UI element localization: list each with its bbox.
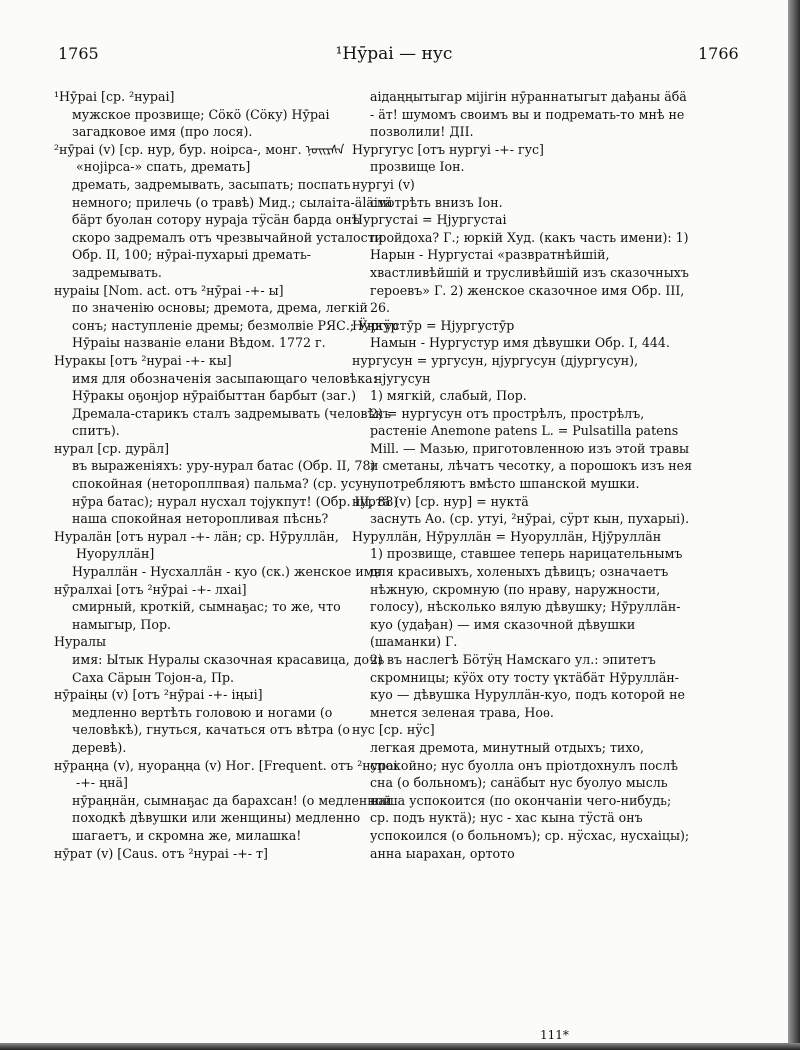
entry-headword: нус [ср. нӱс] bbox=[352, 722, 435, 738]
entry-headword: Нургугус [отъ нургуі -+- гус] bbox=[352, 141, 544, 157]
entry-definition: Намын - Нургустур имя дѣвушки Обр. I, 444. bbox=[370, 335, 670, 351]
page-bottom-shadow bbox=[0, 1043, 800, 1050]
entry-definition: нӯраңнäн, сымнаҕас да барахсан! (о медленной походкѣ дѣвушки или женщины) медленно шагаетъ, и скромна же, милашка! bbox=[72, 792, 392, 843]
entry-headword: нургусун = ургусун, нјургусун (дјургусун), нјугусун bbox=[352, 352, 639, 386]
entry-definition: имя: Ытык Нуралы сказочная красавица, дочь Саха Сӓрын Тојон-а, Пр. bbox=[72, 652, 385, 685]
entry-definition: медленно вертѣть головою и ногами (о человѣкѣ), гнуться, качаться отъ вѣтра (о деревѣ). bbox=[72, 704, 350, 755]
page-header bbox=[0, 40, 788, 64]
entry-headword: нуртӓ (v) [ср. нур] = нуктӓ bbox=[352, 493, 529, 509]
entry-definition: легкая дремота, минутный отдыхъ; тихо, спокойно; нус буолла онъ пріотдохнулъ послѣ сна (о больномъ); санäбыт нус буолуо мысль наша успокоится (по окончаніи чего-нибудь; ср. подъ нуктӓ); нус - хас кына тӱстӓ онъ успокоился (о больномъ); ср. нӱсхас, нусхаіцы); анна ыарахан, ортото bbox=[370, 739, 690, 861]
entry-headword: Нургустӯр = Нјургустӯр bbox=[352, 317, 515, 333]
entry-headword: Нуралäн [отъ нурал -+- лäн; ср. Нӯруллäн, Нуоруллäн] bbox=[54, 528, 339, 562]
entry-headword: Нуруллäн, Нӯруллäн = Нуоруллäн, Нјӯруллäн bbox=[352, 528, 662, 544]
entry-definition: дремать, задремывать, засыпать; поспать немного; прилечь (о травѣ) Мид.; сылаіта-äläітä бäрт буолан сотору нураја тӱсäн барда онъ скоро задремалъ отъ чрезвычайной усталости Обр. II, 100; нӯраі-пухарыі дремать-задремывать. bbox=[72, 176, 393, 280]
entry-definition: мужское прозвище; Сӧкӧ (Сӧку) Нӯраі загадковое имя (про лося). bbox=[72, 106, 330, 140]
entry-definition: въ выраженіяхъ: уру-нурал батас (Обр. II, 78) спокойная (нетороплпвая) пальма? (ср. усун нӯра батас); нурал нусхал тојукпут! (Обр. III, 88) наша спокойная неторопливая пѣснь? bbox=[72, 458, 399, 527]
entry-definition: смирный, кроткій, сымнаҕас; то же, что намыгыр, Пор. bbox=[72, 599, 341, 632]
entry-headword: нӯраіңы (v) [отъ ²нӯраі -+- іңыі] bbox=[54, 687, 263, 703]
entry-headword: Нургустаі = Нјургустаі bbox=[352, 212, 507, 228]
running-title: ¹Нӯраі — нус bbox=[335, 44, 453, 64]
right-column bbox=[352, 88, 694, 862]
entry-headword: Нуракы [отъ ²нураі -+- кы] bbox=[54, 352, 232, 368]
entry-definition: имя для обозначенія засыпающаго человѣка: Нӯракы оҕонјор нӯраібыттан барбыт (заг.) Дремала-старикъ сталъ задремывать (человѣкъ спитъ). bbox=[72, 370, 391, 439]
entry-definition: 2) въ наслегѣ Бӧтӱң Намскаго ул.: эпитетъ скромницы; кӱӧх оту тосту үктäбäт Нӯруллäн-куо — дѣвушка Нуруллäн-куо, подъ которой не мнется зеленая трава, Ноѳ. bbox=[370, 652, 685, 720]
entry-headword: нӯрат (v) [Caus. отъ ²нураі -+- т] bbox=[54, 845, 268, 861]
entry-definition: 1) мягкій, слабый, Пор. bbox=[370, 388, 527, 404]
entry-definition: аідаңңытыгар міјігін нӯраннатыгыт дађаны äбä - äт! шумомъ своимъ вы и подремать-то мнѣ не позволили! ДII. bbox=[370, 89, 687, 140]
entry-headword: нӯраңңа (v), нуораңңа (v) Ног. [Frequent. отъ ²нураі -+- ңнä] bbox=[54, 757, 398, 791]
entry-definition: Нураллäн - Нусхаллäн - куо (ск.) женское имя. bbox=[72, 564, 386, 580]
entry-definition: прозвище Іон. bbox=[370, 159, 465, 175]
entry-definition: 2) = нургусун отъ прострѣлъ, прострѣлъ, растеніе Anemone patens L. = Pulsatilla patens Mill. — Мазью, приготовленною изъ этой травы и сметаны, лѣчатъ чесотку, а порошокъ изъ нея употребляютъ вмѣсто шпанской мушки. bbox=[370, 405, 693, 492]
signature-mark: 111* bbox=[540, 1028, 569, 1042]
entry-headword: нурал [ср. дурäл] bbox=[54, 440, 170, 456]
entry-headword: нураіы [Nom. act. отъ ²нӯраі -+- ы] bbox=[54, 282, 284, 298]
entry-definition: смотрѣть внизъ Іон. bbox=[370, 194, 503, 210]
entry-headword: Нуралы bbox=[54, 634, 106, 650]
entry-definition: по значенію основы; дремота, дрема, легкій сонъ; наступленіе дремы; безмолвіе РЯС.; Ӱңкӱр Нӯраіы названіе елани Вѣдом. 1772 г. bbox=[72, 300, 399, 351]
entry-definition: 1) прозвище, ставшее теперь нарицательнымъ для красивыхъ, холеныхъ дѣвицъ; означаетъ нѣжную, скромную (по нраву, наружности, голосу), нѣсколько вялую дѣвушку; Нӯруллäн-куо (удађан) — имя сказочной дѣвушки (шаманки) Г. bbox=[370, 546, 683, 650]
page-edge-shadow bbox=[788, 0, 800, 1050]
entry-definition: заснуть Ao. (ср. утуі, ²нӯраі, сӱрт кын, пухарыі). bbox=[370, 511, 690, 527]
entry-headword: ²нӯраі (v) [ср. нур, бур. ноірса-, монг. ᠨᠣᠢᠷᠰᠠ «нојірса-» спать, дремать] bbox=[54, 141, 345, 175]
entry-headword: нӯралхаі [отъ ²нӯраі -+- лхаі] bbox=[54, 581, 247, 597]
entry-headword: ¹Нӯраі [ср. ²нураі] bbox=[54, 89, 175, 104]
entry-definition: пройдоха? Г.; юркій Худ. (какъ часть имени): 1) Нарын - Нургустаі «развратнѣйшій, хвастливѣйшій и трусливѣйшій изъ сказочныхъ героевъ» Г. 2) женское сказочное имя Обр. III, 26. bbox=[370, 229, 689, 316]
entry-headword: нургуі (v) bbox=[352, 176, 415, 192]
left-column bbox=[54, 88, 399, 862]
page-number-right: 1766 bbox=[698, 44, 739, 63]
page-number-left: 1765 bbox=[58, 44, 99, 63]
